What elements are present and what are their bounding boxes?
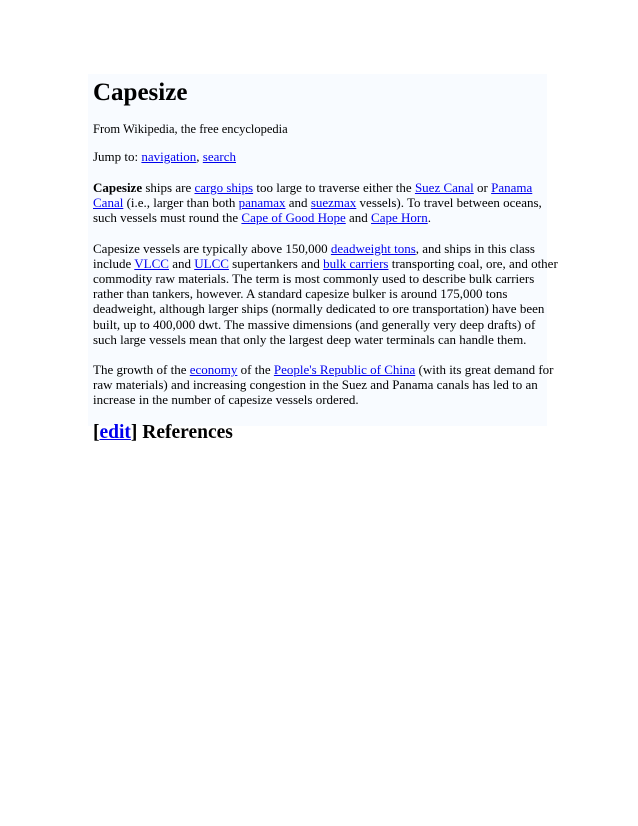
tagline: From Wikipedia, the free encyclopedia <box>93 122 288 136</box>
bracket: ] <box>130 421 138 443</box>
text: , and ships in this class <box>415 240 535 256</box>
details-paragraph <box>93 240 558 347</box>
paragraph-line: rather than tankers, however. A standard capesize bulker is around 175,000 tons <box>93 286 508 302</box>
bold-term: Capesize <box>93 180 143 195</box>
link-panama-canal-cont[interactable]: Canal <box>93 195 124 211</box>
link-cape-of-good-hope[interactable]: Cape of Good Hope <box>241 210 346 226</box>
text: vessels). To travel between oceans, <box>356 195 542 211</box>
paragraph-line: raw materials) and increasing congestion in the Suez and Panama canals has led to an <box>93 377 538 393</box>
paragraph-line: such large vessels mean that only the largest deep water terminals can handle them. <box>93 331 527 347</box>
article-content <box>88 74 558 443</box>
text: or <box>473 180 492 195</box>
search-link[interactable]: search <box>202 149 236 164</box>
text: Capesize vessels are typically above 150,000 <box>93 240 331 256</box>
link-bulk-carriers[interactable]: bulk carriers <box>323 255 389 271</box>
edit-link[interactable]: edit <box>99 421 131 443</box>
link-panama-canal[interactable]: Panama <box>491 180 533 195</box>
link-cape-horn[interactable]: Cape Horn <box>371 210 428 226</box>
jump-separator: , <box>196 149 203 164</box>
link-peoples-republic-of-china[interactable]: People's Republic of China <box>273 362 416 378</box>
text: such vessels must round the <box>93 210 242 226</box>
text: and <box>168 255 195 271</box>
navigation-link[interactable]: navigation <box>141 149 197 164</box>
paragraph-line: commodity raw materials. The term is most commonly used to describe bulk carriers <box>93 271 535 287</box>
text: (i.e., larger than both <box>123 195 239 211</box>
link-cargo-ships[interactable]: cargo ships <box>194 180 254 195</box>
link-vlcc[interactable]: VLCC <box>134 255 169 271</box>
text: and <box>345 210 372 226</box>
paragraph-line <box>93 180 545 195</box>
paragraph-line <box>93 210 545 225</box>
paragraph-line: deadweight, although larger ships (normally dedicated to ore transportation) have been <box>93 301 545 317</box>
paragraph-line <box>93 362 554 378</box>
link-economy[interactable]: economy <box>189 362 238 378</box>
paragraph-line: built, up to 400,000 dwt. The massive dimensions (and generally very deep drafts) of <box>93 316 536 332</box>
paragraph-line: increase in the number of capesize vessels ordered. <box>93 392 359 408</box>
link-suez-canal[interactable]: Suez Canal <box>414 180 474 195</box>
paragraph-line <box>93 241 545 256</box>
jump-to-label: Jump to: <box>93 149 142 164</box>
section-title: References <box>137 421 233 443</box>
jump-to-links <box>93 149 547 165</box>
text: of the <box>237 362 274 378</box>
text: transporting coal, ore, and other <box>388 255 558 271</box>
link-panamax[interactable]: panamax <box>238 195 286 211</box>
text: . <box>427 210 431 226</box>
text: too large to traverse either the <box>253 180 415 195</box>
bracket: [ <box>93 421 100 443</box>
growth-paragraph <box>93 362 554 408</box>
intro-paragraph <box>93 180 545 226</box>
text: and <box>285 195 311 211</box>
references-heading <box>93 422 547 444</box>
text: ships are <box>142 180 195 195</box>
link-ulcc[interactable]: ULCC <box>194 255 229 271</box>
link-deadweight-tons[interactable]: deadweight tons <box>330 240 416 256</box>
paragraph-line <box>93 195 545 210</box>
page-title: Capesize <box>93 79 188 106</box>
text: The growth of the <box>93 362 190 378</box>
link-suezmax[interactable]: suezmax <box>310 195 357 211</box>
text: include <box>93 255 135 271</box>
text: supertankers and <box>228 255 324 271</box>
paragraph-line <box>93 255 558 271</box>
text: (with its great demand for <box>415 362 554 378</box>
